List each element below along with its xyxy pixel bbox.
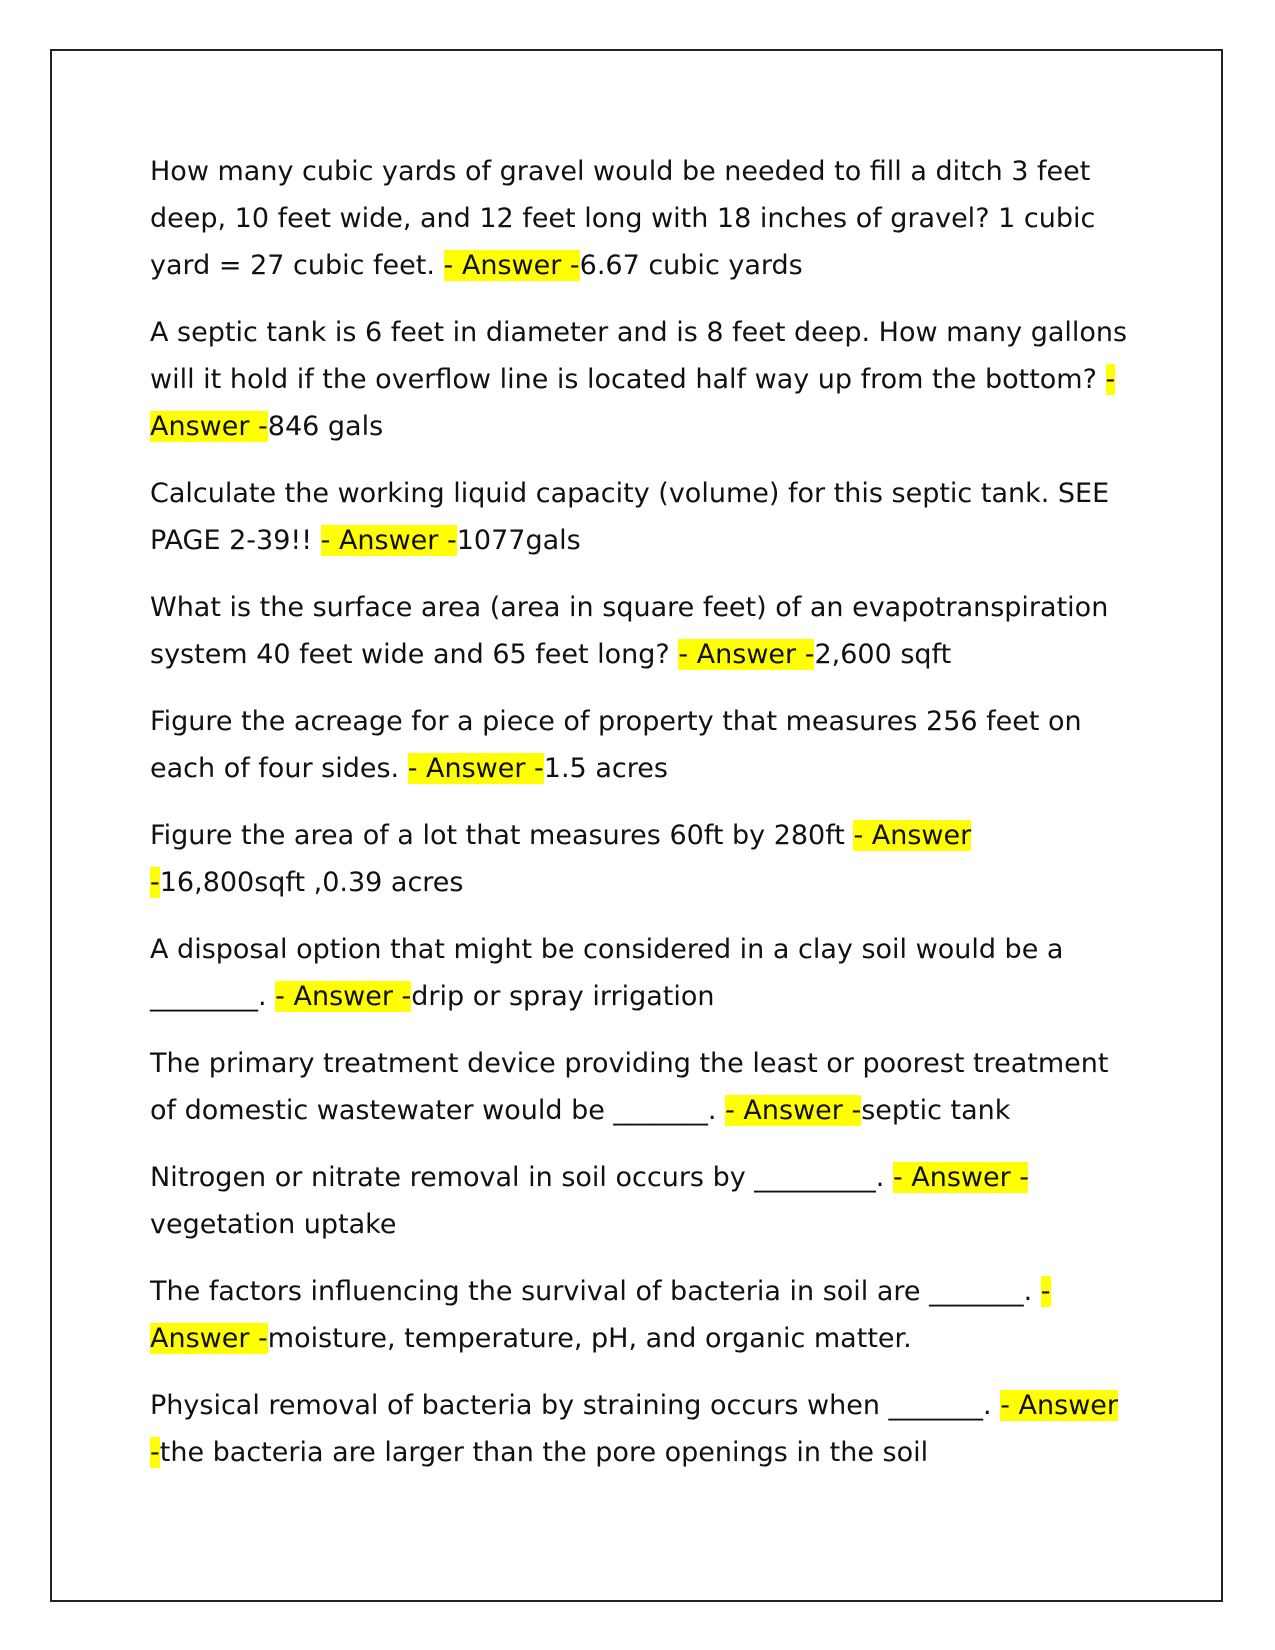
qa-item-4 [150,584,1130,678]
answer-marker: - Answer - [320,525,457,556]
answer-text: 1.5 acres [543,753,668,784]
qa-item-8 [150,1040,1130,1134]
qa-item-9 [150,1154,1130,1248]
answer-marker: - Answer - [150,1276,1051,1354]
question-text: A septic tank is 6 feet in diameter and is 8 feet deep. How many gallons will it hold if the overflow line is located half way up from the bottom? [150,317,1128,395]
qa-item-10 [150,1268,1130,1362]
question-text: Calculate the working liquid capacity (volume) for this septic tank. SEE PAGE 2-39!! [150,478,1110,556]
answer-marker: - Answer - [275,981,412,1012]
question-text: What is the surface area (area in square feet) of an evapotranspiration system 40 feet wide and 65 feet long? [150,592,1109,670]
answer-text: 1077gals [456,525,581,556]
qa-list [150,148,1130,1496]
answer-marker: - Answer - [407,753,544,784]
answer-text: 6.67 cubic yards [579,250,803,281]
answer-marker: - Answer - [443,250,580,281]
qa-item-3 [150,470,1130,564]
answer-marker: - Answer - [150,820,972,898]
answer-text: 16,800sqft ,0.39 acres [159,867,464,898]
question-text: Physical removal of bacteria by straining occurs when _______. [150,1390,1001,1421]
question-text: A disposal option that might be considered in a clay soil would be a ________. [150,934,1064,1012]
answer-marker: - Answer - [892,1162,1029,1193]
answer-text: moisture, temperature, pH, and organic matter. [267,1323,912,1354]
question-text: Nitrogen or nitrate removal in soil occurs by _________. [150,1162,893,1193]
qa-item-11 [150,1382,1130,1476]
answer-text: septic tank [861,1095,1011,1126]
answer-marker: - Answer - [725,1095,862,1126]
answer-text: the bacteria are larger than the pore openings in the soil [159,1437,929,1468]
question-text: Figure the area of a lot that measures 60ft by 280ft [150,820,854,851]
answer-marker: - Answer - [150,364,1116,442]
qa-item-5 [150,698,1130,792]
answer-text: 2,600 sqft [814,639,952,670]
qa-item-7 [150,926,1130,1020]
question-text: Figure the acreage for a piece of property that measures 256 feet on each of four sides. [150,706,1082,784]
question-text: How many cubic yards of gravel would be needed to fill a ditch 3 feet deep, 10 feet wide, and 12 feet long with 18 inches of gravel? 1 cubic yard = 27 cubic feet. [150,156,1096,281]
answer-text: drip or spray irrigation [411,981,715,1012]
answer-marker: - Answer - [150,1390,1118,1468]
question-text: The factors influencing the survival of bacteria in soil are _______. [150,1276,1041,1307]
qa-item-2 [150,309,1130,450]
answer-text: vegetation uptake [150,1209,397,1240]
answer-text: 846 gals [267,411,384,442]
qa-item-1 [150,148,1130,289]
answer-marker: - Answer - [678,639,815,670]
qa-item-6 [150,812,1130,906]
question-text: The primary treatment device providing the least or poorest treatment of domestic wastewater would be _______. [150,1048,1109,1126]
